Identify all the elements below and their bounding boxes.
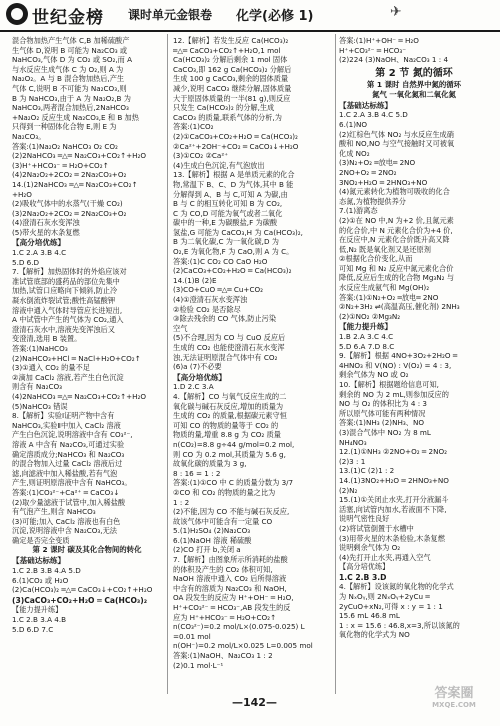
col2-line: 12.【解析】若发生反应 Ca(HCO₃)₂	[173, 36, 289, 45]
col1-line: 8.【解析】实验Ⅰ证明产物中含有	[12, 411, 115, 421]
col3-line: 低,N₂ 既是氧化剂又是还原剂	[339, 244, 431, 254]
col3-line: 14.(1)3NO₂+H₂O ═ 2HNO₃+NO	[339, 475, 449, 485]
col3-line: H⁺+CO₃²⁻ ═ HCO₃⁻	[339, 45, 407, 55]
col1-line: (2)吸收气体中的水蒸气(干燥 CO₂)	[12, 199, 123, 209]
col2-line: 的体积及产生的 CO₂ 体积可知,	[173, 564, 273, 574]
col2-line: 13.【解析】根据 A 是单质元素的化合	[173, 170, 295, 180]
col3-line: (2)①在 NO 中,N 为+2 价,且氮元素	[339, 215, 454, 225]
col3-line: 9.【解析】根据 4NO+3O₂+2H₂O ═	[339, 351, 458, 361]
col1-line: 溶液中通入气体时导管应长进短出,	[12, 305, 123, 315]
answer-column-3	[339, 36, 489, 640]
col1-line: ②滴加 CaCl₂ 溶液,若产生白色沉淀	[12, 372, 124, 382]
col3-line: 13.(1)C (2)1 : 2	[339, 466, 395, 476]
col2-line: 1.D 2.C 3.A	[173, 382, 214, 392]
col3-line: 第 2 节 氮的循环	[375, 67, 453, 79]
series-title: 课时单元金银卷	[128, 8, 213, 22]
answer-column-2	[173, 36, 331, 670]
col3-line: (4)氮元素转化为植物可吸收的化合	[339, 187, 450, 197]
col3-line: 说明剩余气体为 O₂	[339, 543, 401, 553]
col1-line: 确定溶质成分;NaHCO₃ 和 Na₂CO₃	[12, 449, 125, 459]
answer-column-1	[12, 36, 162, 634]
col3-line: (2)224 (3)NaOH、Na₂CO₃ 1 : 4	[339, 55, 449, 65]
col2-line: 答案:(1)NaOH、Na₂CO₃ 1 : 2	[173, 651, 273, 660]
col2-line: =0.01 mol	[173, 631, 211, 641]
col3-line: 在反应中,N 元素化合价既升高又降	[339, 235, 450, 245]
col3-line: 答案:(1)NH₃ (2)NH₃、NO	[339, 418, 424, 428]
col1-line: 沉淀,说明溶液中含 Na₂CO₃,无法	[12, 526, 117, 536]
col3-line: (2)将试管倒置于水槽中	[339, 523, 414, 533]
col1-line: (2)Ca(HCO₃)₂ ═△═ CaCO₃↓+CO₂↑+H₂O	[12, 585, 153, 595]
col2-line: 浊,无法证明原混合气体中有 CO₂	[173, 352, 278, 362]
col3-line: (2)①NO₂ ②Mg₃N₂	[339, 311, 401, 321]
col3-line: 说明气密性良好	[339, 514, 390, 524]
page-number: —142—	[232, 696, 277, 709]
col2-line: H⁺+CO₃²⁻ ═ HCO₃⁻,AB 段发生的反	[173, 603, 291, 613]
col1-line: Na₂CO₃。	[12, 131, 46, 141]
col1-line: (4)澄清石灰水变浑浊	[12, 218, 80, 228]
brand-logo-icon	[6, 3, 28, 25]
col2-line: (4)生成白色沉淀,有气泡放出	[173, 160, 265, 170]
col1-line: Na₂O₂。A 与 B 混合物加热后,产生	[12, 74, 125, 84]
col2-line: OA 段发生的反应为 H⁺+OH⁻ ═ H₂O,	[173, 593, 294, 603]
col2-line: 答案:(1)①CO 中 C 的质量分数为 3/7	[173, 478, 294, 488]
col2-line: 物,常温下 B、C、D 为气体,其中 B 能	[173, 179, 294, 189]
col2-line: 氢盐,G 可能为 CaCO₃,H 为 Ca(HCO₃)₂,	[173, 227, 303, 237]
col2-line: CaCO₃,即 162 g Ca(HCO₃)₂ 分解后	[173, 64, 292, 74]
col2-line: B 与 C 的相互转化可知 B 为 CO₂,	[173, 199, 283, 209]
col2-line: O₂,E 为氧化物,F 为 CaO,则 A 为 C。	[173, 247, 294, 257]
col1-line: (4)2NaHCO₃ ═△═ Na₂CO₃+CO₂↑+H₂O	[12, 391, 147, 401]
col1-line: (3)可能;加入 CaCl₂ 溶液也有白色	[12, 516, 121, 526]
col2-line: 减少,说明 CaCO₃ 继续分解,固体质量	[173, 83, 292, 93]
col1-line: 生气体 D,说明 B 可能为 Na₂CO₃ 或	[12, 45, 128, 55]
col2-line: ②Ca²⁺+2OH⁻+CO₂ ═ CaCO₃↓+H₂O	[173, 141, 299, 151]
col2-line: (6)a (7)不必要	[173, 362, 222, 372]
col1-line: 变澄清,选用 B 装置。	[12, 334, 82, 344]
column-divider-2	[335, 34, 336, 694]
col3-line: 4.【解析】设该氮的氧化物的化学式	[339, 582, 454, 592]
col2-line: NaOH 溶液中通入 CO₂ 后所得溶液	[173, 574, 287, 584]
col1-line: 1.C 2.A 3.B 4.C	[12, 248, 67, 258]
col3-line: 2yCuO+xN₂,可得 x : y = 1 : 1	[339, 601, 443, 611]
col1-line: (5)带火星的木条复燃	[12, 227, 80, 237]
col1-line: 溶液 A 中含有 Na₂CO₃,可通过实验	[12, 439, 125, 449]
col3-line: 酸和 NO,NO 与空气接触时又可被氧	[339, 139, 455, 149]
col2-line: 1 : 2	[173, 497, 190, 507]
col2-line: 氧化碳与碱石灰反应,增加的质量为	[173, 401, 284, 411]
watermark-logo	[418, 682, 490, 716]
col2-line: ②检验 CO₂ 是否除尽	[173, 304, 241, 314]
col2-line: 故该气体中可能含有一定量 CO	[173, 516, 273, 526]
col2-line: (3)①CO₂ ②Ca²⁺	[173, 151, 229, 161]
col3-line: (4)先打开止水夹,再通入空气	[339, 552, 431, 562]
col1-line: 产生,则证明原溶液中含有 NaHCO₃。	[12, 478, 132, 488]
col1-line: B 为 NaHCO₃,由于 A 为 Na₂O₂,B 为	[12, 93, 131, 103]
col3-line: NH₄NO₃	[339, 437, 367, 447]
col2-line: B 为二氧化碳,C 为一氧化碳,D 为	[173, 237, 279, 247]
col1-line: 滤,向滤液中加入稀盐酸,若有气泡	[12, 468, 118, 478]
col2-line: (2)CO 打开 b,关闭 a	[173, 545, 241, 555]
col2-line: ③除去残余的 CO 气体,防止污染	[173, 314, 277, 324]
col1-line: A 中试管中产生的气体为 CO₂,通入	[12, 315, 124, 325]
col2-line: (2)①CaCO₃+CO₂+H₂O ═ Ca(HCO₃)₂	[173, 131, 298, 141]
col3-line: 化成 NO₂	[339, 148, 370, 158]
col2-line: C 为 CO,D 可能为氧气或者二氧化	[173, 208, 283, 218]
col1-line: 【基础达标练】	[12, 556, 66, 566]
col2-line: ═△═ CaCO₃+CO₂↑+H₂O,1 mol	[173, 45, 281, 55]
col2-line: 8 : 16 = 1 : 2	[173, 468, 221, 478]
col3-line: 剩余的 NO 为 2 mL,则参加反应的	[339, 389, 449, 399]
col1-line: NaHCO₃,两者混合加热后,2NaHCO₃	[12, 103, 129, 113]
col3-line: 第 1 课时 自然界中氮的循环	[366, 79, 462, 89]
col3-line: 1 : x = 15.6 : 46.8,x=3,所以该氮的	[339, 620, 460, 630]
col1-line: 则含有 Na₂CO₃	[12, 382, 63, 392]
col2-line: 碳中的一种,E 为碳酸盐,F 为碳酸	[173, 218, 278, 228]
col2-line: 分解得到 A、B 与 C,可知 A 为碳,由	[173, 189, 288, 199]
col2-line: CaCO₃ 的质量,联系气体的分析,为	[173, 112, 282, 122]
col1-line: (2)取少量滤液于试管中,加入稀盐酸	[12, 497, 126, 507]
col2-line: 可知 CO 的物质的量等于 CO₂ 的	[173, 420, 279, 430]
col1-line: 1.C 2.B 3.A 4.B	[12, 615, 67, 625]
col1-line: 气体 C,说明 B 不可能为 Na₂CO₃,则	[12, 83, 127, 93]
col3-line: 6.(1)NO	[339, 119, 368, 129]
col1-line: 14.(1)2NaHCO₃ ═△═ Na₂CO₃+CO₂↑	[12, 179, 138, 189]
col3-line: 【高分培优练】	[339, 562, 390, 572]
col3-line: 1.B 2.A 3.C 4.C	[339, 332, 394, 342]
col1-line: 混合物加热产生气体 C,B 加稀硫酸产	[12, 36, 130, 45]
col2-line: 5.(1)H₂SO₄ (2)Na₂CO₃	[173, 526, 251, 536]
col2-line: 故氧化碳的质量为 3 g,	[173, 459, 247, 469]
col2-line: (2)不能,因为 CO 不能与碱石灰反应,	[173, 507, 290, 517]
col3-line: (3)N₂+O₂ ═放电═ 2NO	[339, 158, 416, 168]
col2-line: 应为 H⁺+HCO₃⁻ ═ H₂O+CO₂↑	[173, 612, 277, 622]
col3-line: 7.(1)游离态	[339, 206, 378, 216]
col3-line: 答案:(1)H⁺+OH⁻ ═ H₂O	[339, 36, 419, 45]
col2-line: (2)0.1 mol·L⁻¹	[173, 660, 224, 670]
col3-line: 氧化物的化学式为 NO	[339, 630, 410, 640]
col2-line: 生成 100 g CaCO₃,剩余的固体质量	[173, 74, 289, 84]
col1-line: 产生白色沉淀,说明溶液中含有 CO₃²⁻,	[12, 430, 133, 440]
col2-line: 生成的 CO₂ 的质量,根据碳元素守恒	[173, 411, 287, 421]
col1-line: NaHCO₃,气体 D 为 CO₂ 或 SO₂,而 A	[12, 55, 133, 65]
col1-line: 5.D 6.D 7.C	[12, 624, 54, 634]
col2-line: n(CO₃²⁻)=0.2 mol/L×(0.075-0.025) L	[173, 622, 305, 632]
col1-line: (5)NaHCO₃ 错误	[12, 401, 68, 411]
col1-line: 加热,试管口应略向下倾斜,防止冷	[12, 286, 118, 296]
col2-line: 答案:(1)C CO₂ CO CaO H₂O	[173, 256, 268, 266]
col3-line: 15.6 mL 46.8 mL	[339, 611, 400, 621]
col3-line: ②根据化合价变化,从而	[339, 254, 413, 264]
col3-line: 的化合价,中 N 元素化合价为+4 价,	[339, 225, 453, 235]
col1-line: (4)2Na₂O₂+2CO₂ ═ 2Na₂CO₃+O₂	[12, 170, 127, 180]
col1-line: 【能力提升练】	[12, 605, 63, 615]
col3-line: 活塞,向试管内加水,若液面不下降,	[339, 504, 447, 514]
col1-line: 答案:(1)CO₃²⁻+Ca²⁺ ═ CaCO₃↓	[12, 487, 120, 497]
col3-line: (2)3 : 1	[339, 456, 366, 466]
column-divider-1	[167, 34, 168, 694]
col3-line: 降低,反应后生成的化合物 Mg₃N₂ 与	[339, 273, 455, 283]
col1-line: 只得到一种固体化合物 E,则 E 为	[12, 122, 117, 132]
col1-line: 1.C 2.B 3.B 4.A 5.D	[12, 566, 81, 576]
col2-line: n(OH⁻)=0.2 mol/L×0.025 L=0.005 mol	[173, 641, 313, 651]
col2-line: 只发生 Ca(HCO₃)₂ 的分解,生成	[173, 103, 275, 113]
col2-line: (3)CO+CuO ═△═ Cu+CO₂	[173, 285, 264, 295]
col1-line: 答案:(1)Na₂O₂ NaHCO₃ O₂ CO₂	[12, 141, 118, 151]
col3-line: NO 与 O₂ 的体积比为 4 : 3	[339, 399, 427, 409]
col1-line: (3)2Na₂O₂+2CO₂ ═ 2Na₂CO₃+O₂	[12, 208, 127, 218]
bird-icon: ✈	[390, 4, 402, 20]
watermark-url: MXQE.COM	[432, 701, 476, 709]
col3-line: (2)N₂	[339, 485, 358, 495]
col3-line: 1.C 2.B 3.D	[339, 572, 387, 582]
col1-line: 凝水倒流炸裂试管;酸性高锰酸钾	[12, 296, 116, 306]
col2-line: n(CO₂)=8.8 g÷44 g/mol=0.2 mol,	[173, 439, 295, 449]
col3-line: 剩余气体为 NO 或 O₂	[339, 370, 409, 380]
col1-line: 澄清石灰水中,溶液先变浑浊后又	[12, 324, 115, 334]
col3-line: 【基础达标练】	[339, 100, 393, 110]
col3-line: 态氮,为植物提供养分	[339, 196, 406, 206]
col3-line: 氮气 一氧化氮和二氧化氮	[372, 89, 456, 99]
col2-line: 生成的 CO₂ 也能使澄清石灰水变浑	[173, 343, 285, 352]
col1-line: 6.(1)CO₂ 或 H₂O	[12, 575, 69, 585]
col3-line: 答案:(1)①N₂+O₂ ═放电═ 2NO	[339, 292, 439, 302]
col2-line: 4.【解析】CO 与氧气反应生成的二	[173, 391, 287, 401]
col3-line: 10.【解析】根据题给信息可知,	[339, 380, 439, 389]
col1-line: NaHCO₃,实验Ⅱ中加入 CaCl₂ 溶液	[12, 420, 121, 430]
col2-line: 物质的量,增重 8.8 g 为 CO₂ 质量	[173, 430, 281, 440]
col1-line: (2)2NaHCO₃ ═△═ Na₂CO₃+CO₂↑+H₂O	[12, 151, 147, 161]
col3-line: (3)用带火星的木条检验,木条复燃	[339, 533, 445, 543]
col3-line: 15.(1)①关闭止水夹,打开分液漏斗	[339, 495, 449, 505]
col1-line: 的混合物加入过量 CaCl₂ 溶液后过	[12, 459, 123, 469]
col3-line: 可知 Mg 和 N₂ 反应中氮元素化合价	[339, 263, 454, 273]
col2-line: 大于原固体质量的一半(81 g),则反应	[173, 93, 291, 103]
col3-line: 为 NₓOᵧ,则 2NₓOᵧ+2yCu ═	[339, 592, 430, 602]
col3-line: 4HNO₃ 和 V(NO) : V(O₂) = 4 : 3,	[339, 360, 452, 370]
col1-line: +H₂O	[12, 189, 32, 199]
col1-line: 答案:(1)NaHCO₃	[12, 344, 68, 353]
brand-title: 世纪金榜	[32, 8, 104, 28]
col3-line: (2)红棕色气体 NO₂ 与水反应生成硝	[339, 129, 454, 139]
col1-line: 准试管底部的盛药品的部位先集中	[12, 276, 120, 286]
col3-line: 5.D 6.A 7.D 8.C	[339, 341, 395, 351]
col3-line: 3NO₂+H₂O ═ 2HNO₃+NO	[339, 177, 428, 187]
col2-line: ②CO 和 CO₂ 的物质的量之比为	[173, 487, 276, 497]
col3-line: (3)混合气体中 NO₂ 为 8 mL	[339, 427, 431, 437]
col3-line: 1.C 2.A 3.B 4.C 5.D	[339, 110, 408, 120]
subject-title: 化学(必修 1)	[236, 9, 314, 24]
col2-line: (5)不合理,因为 CO 与 CuO 反应后	[173, 333, 286, 343]
watermark-text: 答案圈	[434, 686, 474, 701]
col2-line: 【高分培优练】	[173, 372, 227, 382]
col2-line: (2)CaCO₃+CO₂+H₂O ═ Ca(HCO₃)₂	[173, 266, 292, 276]
col1-line: 7.【解析】加热固体时的外焰应该对	[12, 267, 127, 277]
col1-line: 第 2 课时 碳及其化合物间的转化	[32, 545, 142, 555]
col3-line: 12.(1)①NH₃ ②2NO+O₂ ═ 2NO₂	[339, 447, 447, 457]
col3-line: ②N₂+3H₂ ⇌(高温高压,催化剂) 2NH₃	[339, 302, 460, 312]
page-header	[0, 0, 500, 32]
col2-line: 空气	[173, 323, 188, 333]
col1-line: 有气泡产生,则含 NaHCO₃	[12, 507, 96, 517]
col3-line: 所以原气体可能有两种情况	[339, 408, 426, 418]
col2-line: 则 CO 为 0.2 mol,其质量为 5.6 g,	[173, 449, 286, 459]
col1-line: 【高分培优练】	[12, 238, 66, 248]
col2-line: 14.(1)B (2)E	[173, 275, 217, 285]
col1-line: 确定是否完全变质	[12, 535, 70, 545]
col2-line: 6.(1)NaOH 溶液 稀硫酸	[173, 535, 252, 545]
col3-line: 【能力提升练】	[339, 322, 393, 332]
col3-line: 2NO+O₂ ═ 2NO₂	[339, 167, 397, 177]
col1-line: (2)NaHCO₃+HCl ═ NaCl+H₂O+CO₂↑	[12, 353, 141, 363]
col2-line: 答案:(1)CO₂	[173, 122, 214, 132]
col2-line: 7.【解析】由图象所示所消耗的盐酸	[173, 555, 288, 565]
col2-line: (4)①澄清石灰水变浑浊	[173, 295, 248, 305]
col1-line: (3)CaCO₃+CO₂+H₂O ═ Ca(HCO₃)₂	[12, 595, 148, 605]
col2-line: Ca(HCO₃)₂ 分解后剩余 1 mol 固体	[173, 55, 288, 65]
col1-line: (3)①通入 CO₂ 的量不足	[12, 363, 90, 373]
col2-line: 中含有的溶质为 Na₂CO₃ 和 NaOH,	[173, 583, 287, 593]
col1-line: 5.D 6.D	[12, 257, 40, 267]
col1-line: 与水反应生成气体 C 为 O₂,则 A 为	[12, 64, 124, 74]
col3-line: 水反应生成氨气和 Mg(OH)₂	[339, 283, 430, 293]
col1-line: (3)H⁺+HCO₃⁻ ═ H₂O+CO₂↑	[12, 160, 109, 170]
col1-line: +Na₂O₂ 反应生成 Na₂CO₃,E 和 B 加热	[12, 112, 139, 122]
